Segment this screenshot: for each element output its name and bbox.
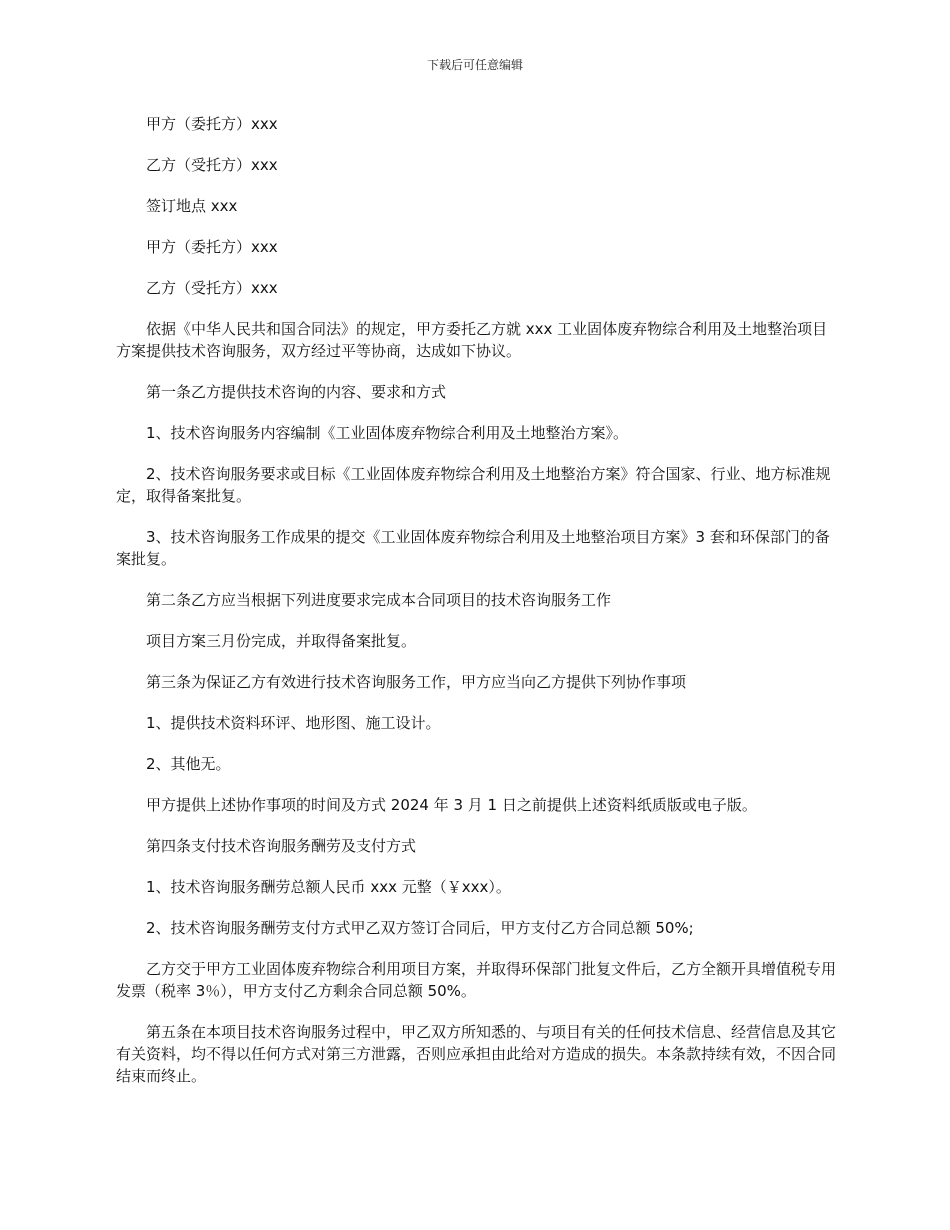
- article-1-heading: 第一条乙方提供技术咨询的内容、要求和方式: [146, 383, 447, 401]
- party-b-line-repeat: 乙方（受托方）xxx: [146, 279, 278, 297]
- article-5-confidentiality: 第五条在本项目技术咨询服务过程中，甲乙双方所知悉的、与项目有关的任何技术信息、经营信息及其它有关资料，均不得以任何方式对第三方泄露，否则应承担由此给对方造成的损失。本条款持续有效，不因合同结束而终止。: [116, 1023, 837, 1085]
- signing-place-line: 签订地点 xxx: [146, 197, 238, 215]
- article-4-heading: 第四条支付技术咨询服务酬劳及支付方式: [146, 837, 417, 855]
- article-4-item-1: 1、技术咨询服务酬劳总额人民币 xxx 元整（￥xxx）。: [146, 878, 511, 896]
- party-a-line: 甲方（委托方）xxx: [146, 115, 278, 133]
- article-2-heading: 第二条乙方应当根据下列进度要求完成本合同项目的技术咨询服务工作: [146, 591, 612, 609]
- article-3-heading: 第三条为保证乙方有效进行技术咨询服务工作，甲方应当向乙方提供下列协作事项: [146, 673, 687, 691]
- preamble-paragraph: 依据《中华人民共和国合同法》的规定，甲方委托乙方就 xxx 工业固体废弃物综合利用及土地整治项目方案提供技术咨询服务，双方经过平等协商，达成如下协议。: [116, 320, 828, 360]
- article-3-item-1: 1、提供技术资料环评、地形图、施工设计。: [146, 714, 441, 732]
- article-3-item-2: 2、其他无。: [146, 755, 231, 773]
- article-4-remaining-payment: 乙方交于甲方工业固体废弃物综合利用项目方案，并取得环保部门批复文件后，乙方全额开具增值税专用发票（税率 3％），甲方支付乙方剩余合同总额 50%。: [116, 960, 837, 1000]
- article-1-item-3: 3、技术咨询服务工作成果的提交《工业固体废弃物综合利用及土地整治项目方案》3 套和环保部门的备案批复。: [116, 528, 830, 568]
- party-b-line: 乙方（受托方）xxx: [146, 156, 278, 174]
- party-a-line-repeat: 甲方（委托方）xxx: [146, 238, 278, 256]
- article-2-schedule: 项目方案三月份完成，并取得备案批复。: [146, 632, 417, 650]
- article-4-item-2: 2、技术咨询服务酬劳支付方式甲乙双方签订合同后，甲方支付乙方合同总额 50%;: [146, 919, 694, 937]
- page-header-note: 下载后可任意编辑: [426, 58, 523, 72]
- article-1-item-2: 2、技术咨询服务要求或目标《工业固体废弃物综合利用及土地整治方案》符合国家、行业、地方标准规定，取得备案批复。: [116, 465, 831, 505]
- contract-body: [116, 113, 838, 1106]
- article-1-item-1: 1、技术咨询服务内容编制《工业固体废弃物综合利用及土地整治方案》。: [146, 424, 629, 442]
- article-3-timing: 甲方提供上述协作事项的时间及方式 2024 年 3 月 1 日之前提供上述资料纸质版或电子版。: [146, 796, 757, 814]
